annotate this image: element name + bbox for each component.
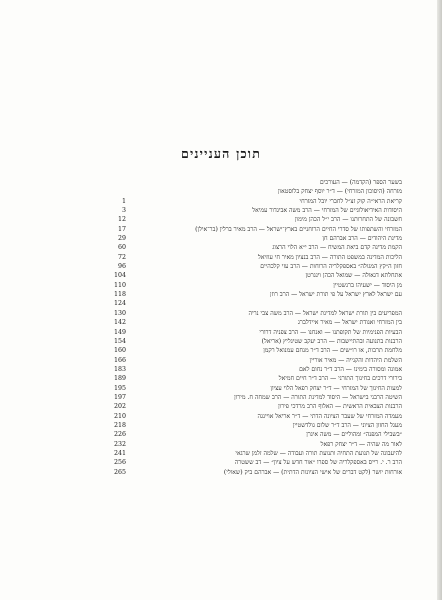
toc-entry [112,234,402,243]
toc-page-number: 166 [113,356,126,364]
toc-entry-title: הרב ר. י. רייס באספקלריה של ספרו ״אור חדש על ציון״ — דב ששטרה [234,459,402,467]
toc-entry-title: בשער הספר (הקדמה) — העורכים [319,179,402,186]
toc-entry-title: מעגל החזון הציוני — הרב ד״ר שלום גולדשטיין [292,421,402,429]
toc-page-number: 154 [113,337,126,345]
toc-entry [112,187,402,196]
toc-entry-title: השיטה הרבני בישראל — היסוד למדינת התורה — הרב שמחה ח. מירון [234,393,402,401]
toc-entry [112,178,402,187]
toc-entry [112,356,402,365]
toc-entry-title: להיעבונה של תנועת התחיה ותנועת תורה ועבודה — שלמה זלמן שרגאי [235,449,402,457]
toc-entry [112,393,402,402]
toc-page-number: 110 [113,281,126,289]
toc-entry [112,328,402,337]
toc-page-number: 195 [113,384,126,392]
toc-entry [112,449,402,458]
toc-entry-title: מזרחה (היסוכון המזרחי) — ד״ר יוסף יצחק בלוסטאון [278,188,402,196]
toc-entry-title: מדינת היהודים — הרב אברהם חן [322,235,402,243]
toc-entry [112,337,402,346]
toc-page-number: 1 [121,197,126,205]
toc-page-number: 256 [113,459,126,467]
toc-page-number: 218 [113,421,126,429]
toc-entry [112,206,402,215]
toc-page-number: 29 [117,235,126,243]
toc-page-number: 96 [117,263,126,271]
toc-page-number: 142 [113,319,126,327]
toc-page-number: 118 [113,291,126,299]
toc-entry-title: אורחות יושר (לקט דברים של אישי הציונות הדתית) — אברהם ביק (שאולי) [223,468,402,476]
toc-entry-title: חשבונה של התחרותנו — הרב י״ל הכהן מימון [294,216,402,224]
toc-page-number: 202 [113,403,126,411]
toc-entry-title: אתחלתא דגאולה — שמואל הכהן וינגרטן [305,272,402,280]
toc-entry [112,384,402,393]
toc-entry-title: למעות החינוך של המזרחי — ד״ר יצחק רפאל הלוי עציון [270,384,402,392]
toc-page-number: 124 [113,300,126,308]
toc-entry [112,309,402,318]
toc-page-number: 197 [113,393,126,401]
page-title: תוכן העניינים [180,146,262,161]
toc-page-number: 226 [113,431,126,439]
toc-entry-title: מן היסוד — ישעיהו ברנשטיין [333,281,402,289]
toc-entry-title: לאור מה שהיה — ד״ר יצחק רפאל [320,440,402,448]
toc-entry-title: הרבנות בתנועה ובהתיישבות — הרב יעקב שטיגליץ (אריאל) [261,337,402,345]
toc-entry-title: ״בשבילי המפנה״ ומהוליים — משה איגרן [306,431,402,439]
toc-entry-title: השלמת היהדות והקנייה — מאיר אוריין [309,356,402,364]
toc-page-number: 12 [117,216,126,224]
toc-entry [112,430,402,439]
toc-entry-title: היסודות האידיאולוגיים של המזרחי — הרב משה אביגדור עמיאל [252,207,402,215]
toc-entry [112,225,402,234]
toc-page-number: 189 [113,375,126,383]
toc-entry [112,412,402,421]
toc-entry [112,271,402,280]
toc-entry-title: מלחמת תרבות, או רו״שים — הרב ד״ר מנחם עמנואל רקמן [263,347,402,355]
toc-entry [112,458,402,467]
toc-entry [112,421,402,430]
toc-entry [112,253,402,262]
toc-entry-title: המפריעים בין תורת ישראל למדינת ישראל — הרב משה צבי נריה [248,309,402,317]
toc-entry [112,262,402,271]
toc-entry-title: קריאת הראי״ה קוק זצ״ל לחברי יובל המזרחי [299,197,402,205]
toc-entry-title: הליכות המדינה במשפט התורה — הרב בנציון מאיר חי עוזיאל [257,253,402,261]
toc-entry [112,346,402,355]
toc-entry-title: בירורי דרכים בחינוך התורני — הרב ד״ר חיים חמיאל [278,375,402,383]
table-of-contents [112,178,402,477]
toc-entry [112,468,402,477]
toc-entry-title: המזרחי והשתפותו של סדרי החיים הרוחניים בארץ־ישראל — הרב מאיר ברלין (בר־אילן) [195,225,402,233]
toc-page-number: 3 [121,207,126,215]
toc-entry [112,318,402,327]
toc-entry [112,402,402,411]
toc-entry [112,290,402,299]
toc-entry-title: עם ישראל לארץ ישראל על פי תורת ישראל — הרב רוזן [270,291,402,299]
toc-entry [112,197,402,206]
toc-entry-title: הרבנות הצבאית הראשית — האלוף הרב מרדכי פירון [278,403,402,411]
toc-entry-title: הקמת מדינה קדם ביאת המשיח — הרב י״א הלוי הרצוג [272,244,402,252]
toc-page-number: 210 [113,412,126,420]
toc-entry [112,215,402,224]
toc-page-number: 265 [113,468,126,476]
toc-entry-title: בין המזרחי ואגודת ישראל — מאיר איידלברג [297,319,402,327]
toc-page-number: 149 [113,328,126,336]
page-edge [437,0,442,600]
toc-page-number: 232 [113,440,126,448]
toc-page-number: 183 [113,365,126,373]
toc-entry [112,299,402,308]
toc-page-number: 60 [117,244,126,252]
toc-entry-title: מעמדה המזרחי של שעבר הציונה הדתי — ד״ר אריאל אויינגה [257,412,402,420]
toc-page-number: 241 [113,449,126,457]
toc-entry-title: חזון ה״קץ המגולה״ באספקלריה הרוחות — הרב עזי קלכהיים [260,263,402,271]
toc-entry [112,281,402,290]
toc-entry [112,440,402,449]
toc-page-number: 72 [117,253,126,261]
toc-entry [112,243,402,252]
toc-page-number: 160 [113,347,126,355]
toc-entry [112,374,402,383]
toc-entry-title: אמונה ומסורה בימינו — הרב ד״ר נחום לאם [299,365,402,373]
toc-page-number: 104 [113,272,126,280]
toc-entry-title: הבעיות הפנימיות של תקופתנו — ואנחנו — הרב צפניה דרורי [259,328,402,336]
toc-entry [112,365,402,374]
toc-page-number: 130 [113,309,126,317]
toc-page-number: 17 [117,225,126,233]
